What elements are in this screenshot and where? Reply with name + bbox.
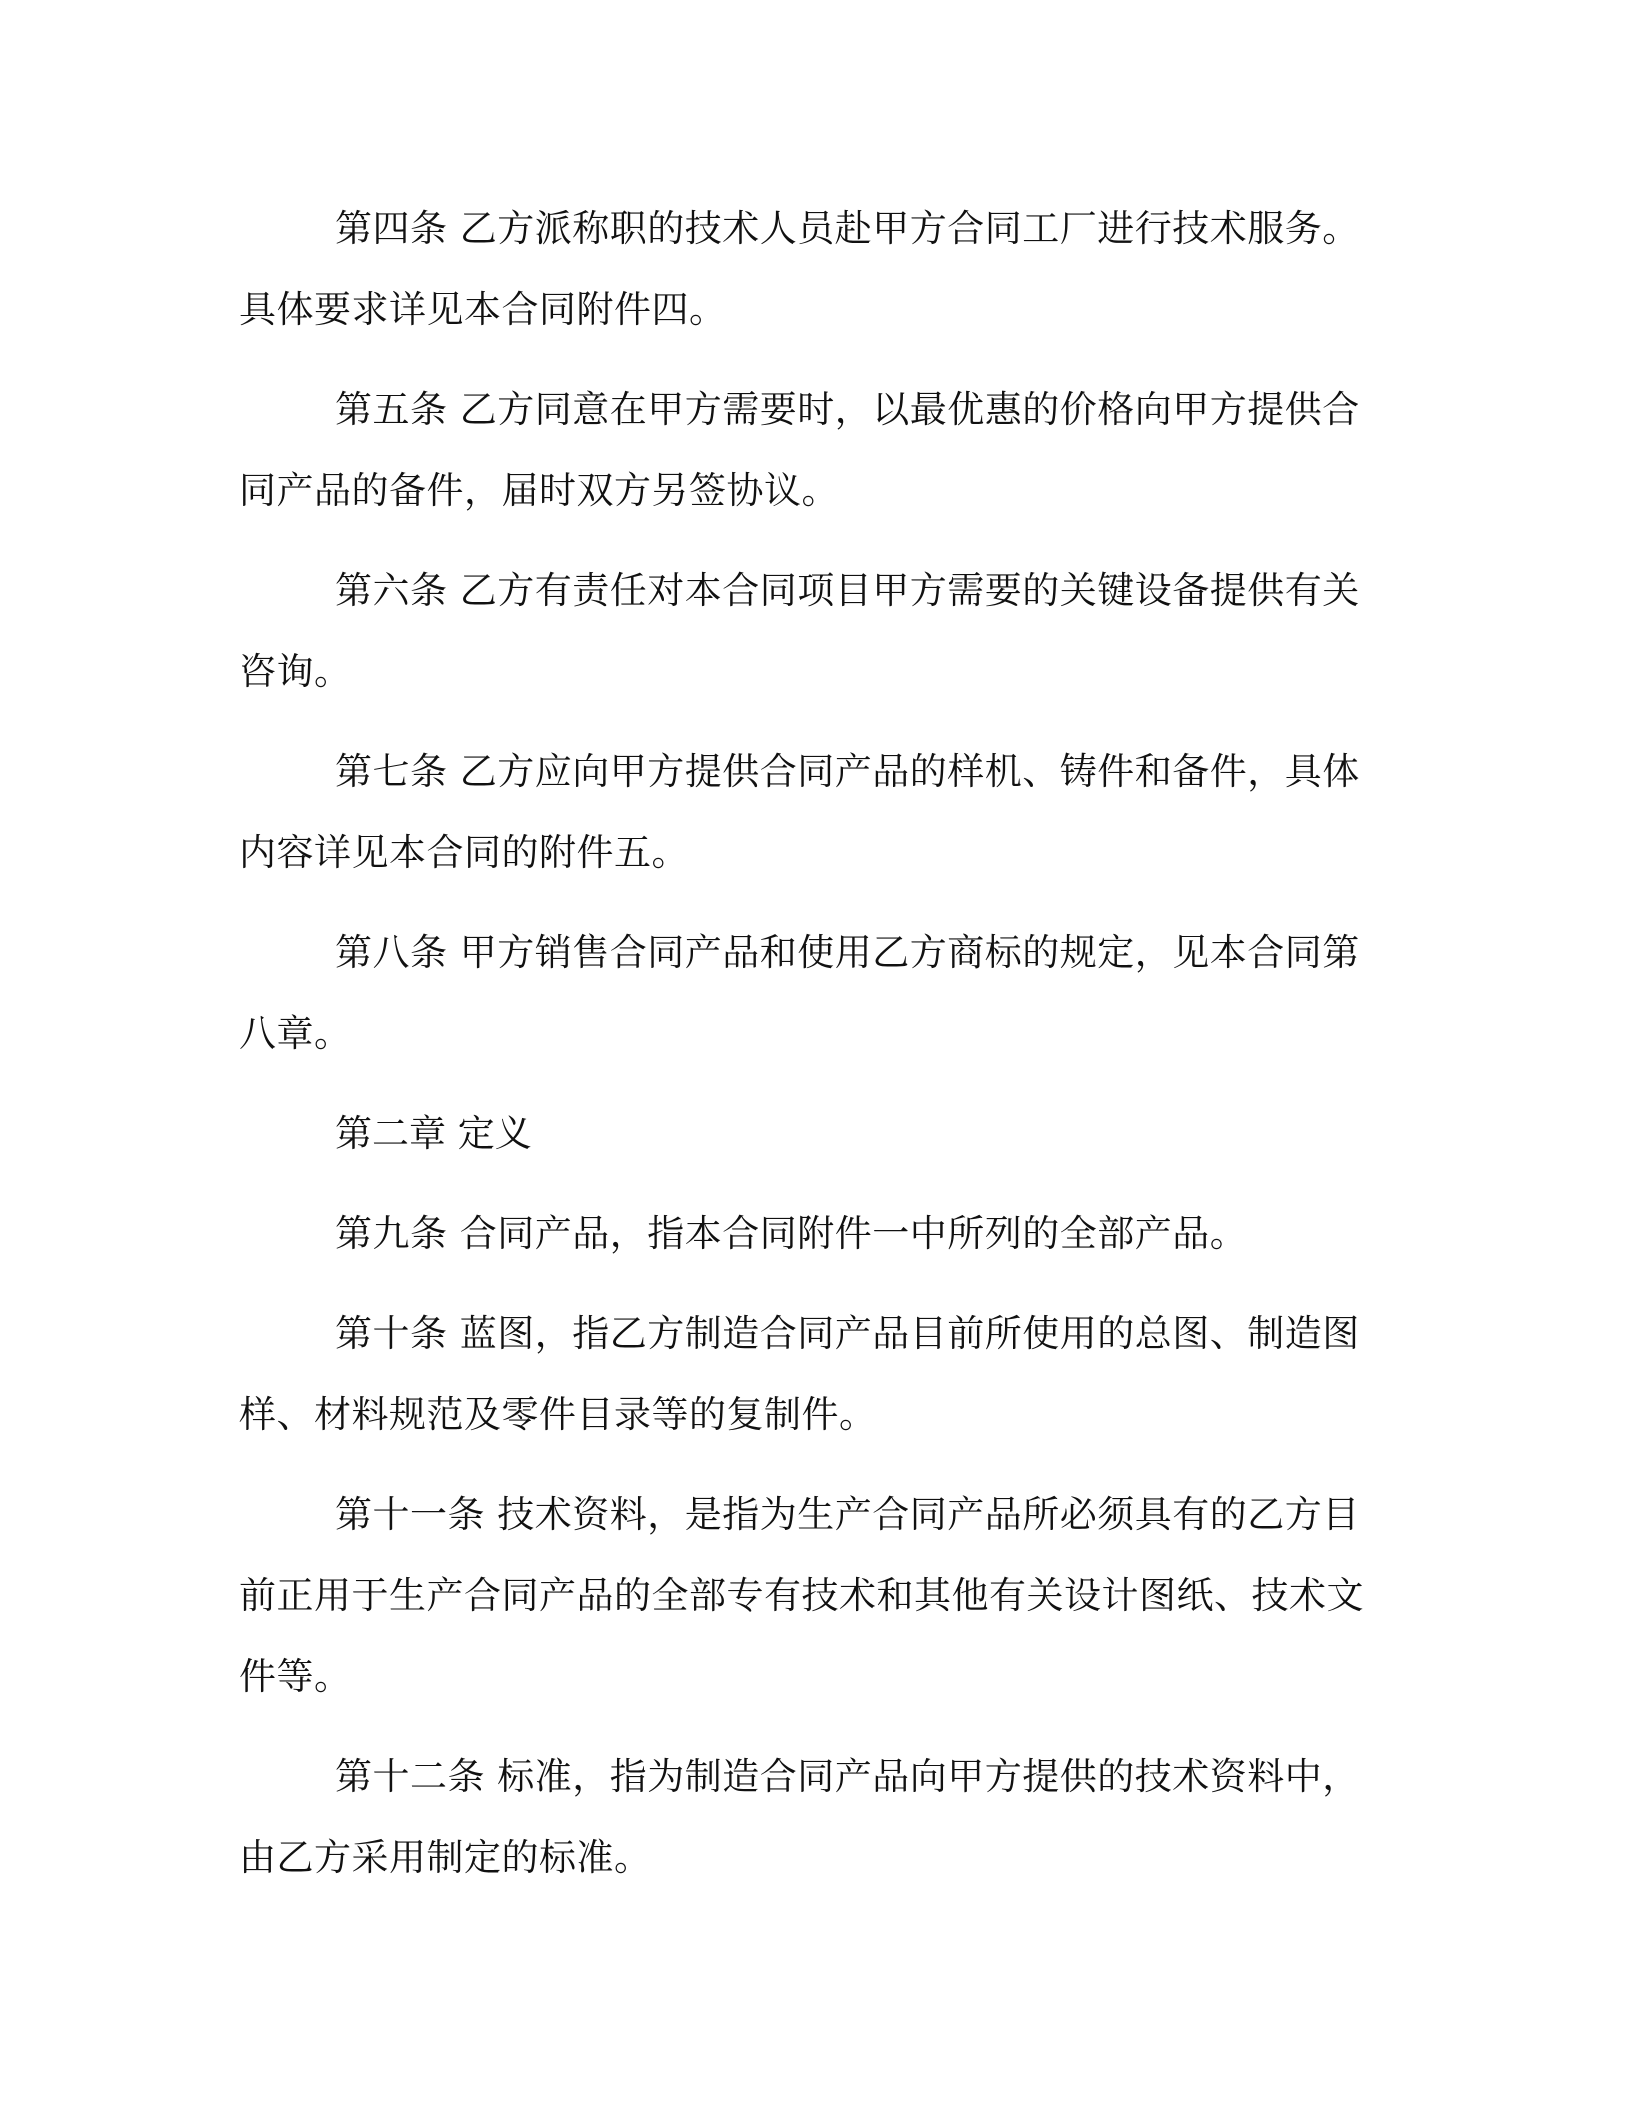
article-10 xyxy=(239,1293,1389,1455)
article-number: 第十条 xyxy=(335,1312,448,1355)
chapter-title: 定义 xyxy=(457,1112,532,1155)
article-7 xyxy=(239,731,1389,893)
article-8 xyxy=(239,912,1389,1074)
article-text: 乙方同意在甲方需要时，以最优惠的价格向甲方提供合同产品的备件，届时双方另签协议。 xyxy=(239,388,1360,512)
document-body xyxy=(239,188,1389,1917)
article-11 xyxy=(239,1474,1389,1717)
article-text: 乙方派称职的技术人员赴甲方合同工厂进行技术服务。具体要求详见本合同附件四。 xyxy=(239,207,1360,331)
article-text: 蓝图，指乙方制造合同产品目前所使用的总图、制造图样、材料规范及零件目录等的复制件。 xyxy=(239,1312,1360,1436)
article-5 xyxy=(239,369,1389,531)
article-number: 第十二条 xyxy=(335,1755,485,1798)
article-number: 第六条 xyxy=(335,569,448,612)
article-9 xyxy=(239,1193,1389,1274)
article-text: 甲方销售合同产品和使用乙方商标的规定，见本合同第八章。 xyxy=(239,931,1360,1055)
article-12 xyxy=(239,1736,1389,1898)
article-text: 乙方应向甲方提供合同产品的样机、铸件和备件，具体内容详见本合同的附件五。 xyxy=(239,750,1360,874)
article-text: 乙方有责任对本合同项目甲方需要的关键设备提供有关咨询。 xyxy=(239,569,1360,693)
article-number: 第十一条 xyxy=(335,1493,485,1536)
article-text: 标准，指为制造合同产品向甲方提供的技术资料中，由乙方采用制定的标准。 xyxy=(239,1755,1360,1879)
article-text: 技术资料，是指为生产合同产品所必须具有的乙方目前正用于生产合同产品的全部专有技术和其他有关设计图纸、技术文件等。 xyxy=(239,1493,1364,1698)
article-number: 第九条 xyxy=(335,1212,448,1255)
chapter-number: 第二章 xyxy=(335,1112,446,1155)
article-number: 第八条 xyxy=(335,931,448,974)
article-number: 第四条 xyxy=(335,207,448,250)
article-text: 合同产品，指本合同附件一中所列的全部产品。 xyxy=(459,1212,1248,1255)
article-6 xyxy=(239,550,1389,712)
article-4 xyxy=(239,188,1389,350)
article-number: 第五条 xyxy=(335,388,448,431)
article-number: 第七条 xyxy=(335,750,448,793)
chapter-heading xyxy=(239,1093,1389,1174)
